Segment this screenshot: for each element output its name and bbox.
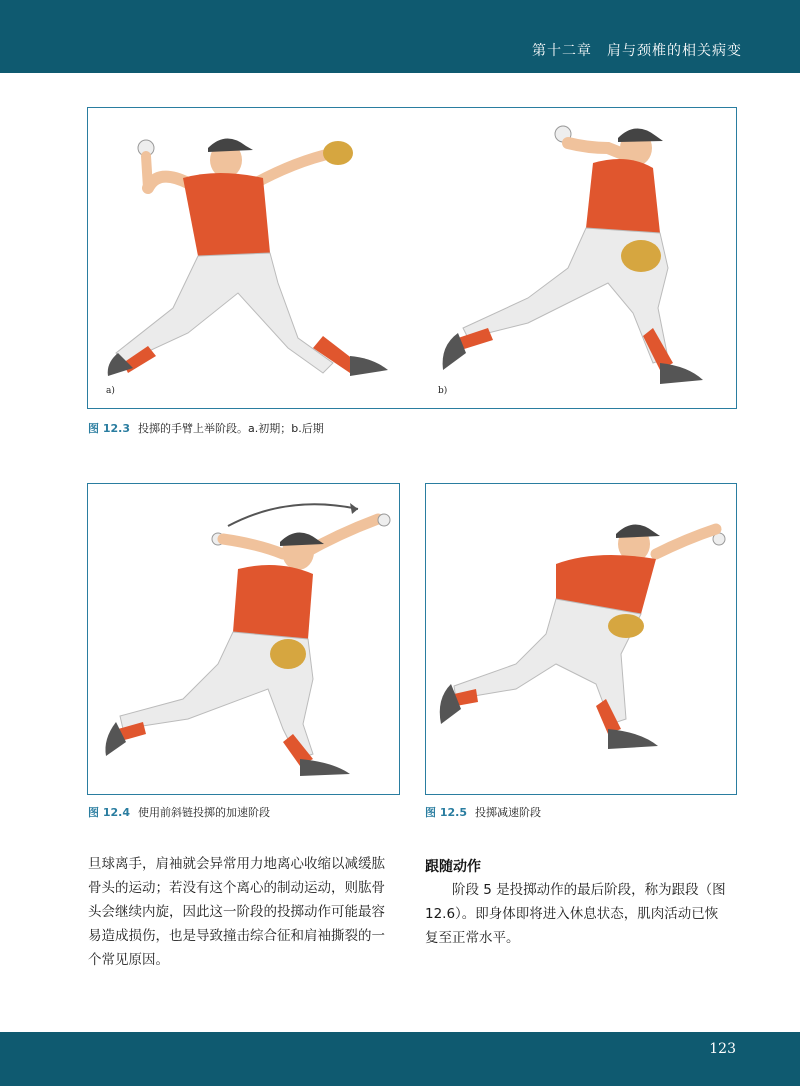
caption-figure-number: 图 12.5 xyxy=(425,806,467,819)
chapter-header-bar xyxy=(0,0,800,73)
caption-figure-number: 图 12.3 xyxy=(88,422,130,435)
figure-12-5-caption xyxy=(425,804,541,820)
panel-a-label: a) xyxy=(106,386,115,396)
text-line: 旦球离手，肩袖就会异常用力地离心收缩以减缓肱 xyxy=(88,856,385,872)
page-number: 123 xyxy=(709,1041,736,1057)
pitcher-illustration-early-arm-cocking xyxy=(88,108,736,408)
pitcher-illustration-deceleration xyxy=(426,484,736,794)
pitcher-b xyxy=(443,126,703,384)
text-line: 易造成损伤，也是导致撞击综合征和肩袖撕裂的一 xyxy=(88,928,385,944)
pitcher-illustration-acceleration xyxy=(88,484,399,794)
text-line: 个常见原因。 xyxy=(88,952,169,968)
caption-text: 使用前斜链投掷的加速阶段 xyxy=(137,806,270,819)
figure-12-3 xyxy=(87,107,737,409)
text-line: 12.6）。即身体即将进入休息状态，肌肉活动已恢 xyxy=(425,906,719,922)
figure-12-4 xyxy=(87,483,400,795)
caption-text: 投掷减速阶段 xyxy=(474,806,541,819)
panel-b-label: b) xyxy=(438,386,448,396)
page-footer-bar xyxy=(0,1032,800,1086)
pitcher-a xyxy=(108,138,388,376)
left-column-text xyxy=(88,852,403,972)
figure-12-5 xyxy=(425,483,737,795)
caption-figure-number: 图 12.4 xyxy=(88,806,130,819)
caption-text: 投掷的手臂上举阶段。a.初期；b.后期 xyxy=(137,422,324,435)
text-line: 头会继续内旋，因此这一阶段的投掷动作可能最容 xyxy=(88,904,385,920)
text-line: 阶段 5 是投掷动作的最后阶段，称为跟段（图 xyxy=(452,882,726,898)
text-line: 骨头的运动；若没有这个离心的制动运动，则肱骨 xyxy=(88,880,385,896)
chapter-title: 第十二章 肩与颈椎的相关病变 xyxy=(532,43,742,59)
text-line: 复至正常水平。 xyxy=(425,930,520,946)
figure-12-3-caption xyxy=(88,420,324,436)
figure-12-4-caption xyxy=(88,804,270,820)
right-column-text xyxy=(425,878,737,950)
section-heading: 跟随动作 xyxy=(425,859,481,875)
